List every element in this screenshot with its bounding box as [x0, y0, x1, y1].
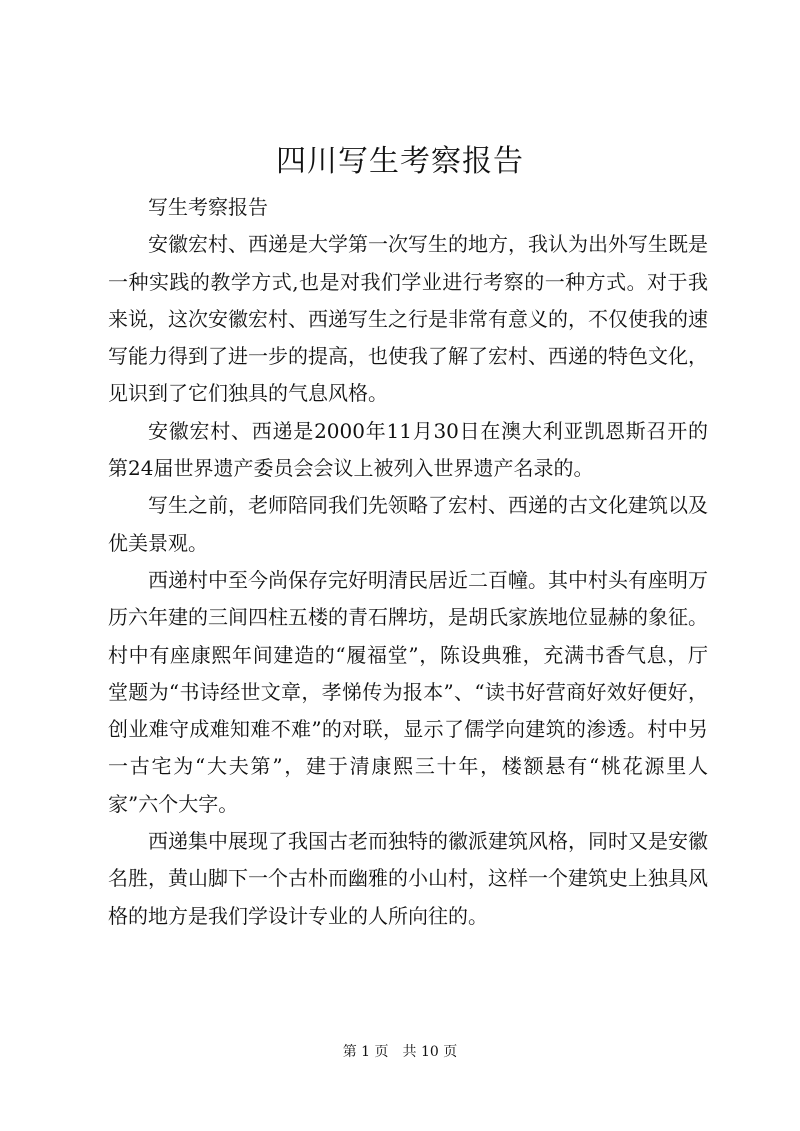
paragraph: 安徽宏村、西递是2000年11月30日在澳大利亚凯恩斯召开的第24届世界遗产委员会会议上被列入世界遗产名录的。 — [108, 418, 708, 481]
page-title: 四川写生考察报告 — [276, 144, 524, 179]
paragraph-subtitle: 写生考察报告 — [148, 195, 268, 219]
page-total: 共 10 页 — [402, 1044, 458, 1060]
paragraph: 安徽宏村、西递是大学第一次写生的地方，我认为出外写生既是一种实践的教学方式,也是对我们学业进行考察的一种方式。对于我来说，这次安徽宏村、西递写生之行是非常有意义的，不仅使我的速写能力得到了进一步的提高，也使我了解了宏村、西递的特色文化，见识到了它们独具的气息风格。 — [108, 232, 708, 406]
page-number: 第 1 页 — [342, 1044, 389, 1060]
paragraph: 西递集中展现了我国古老而独特的徽派建筑风格，同时又是安徽名胜，黄山脚下一个古朴而幽雅的小山村，这样一个建筑史上独具风格的地方是我们学设计专业的人所向往的。 — [108, 829, 708, 928]
paragraph: 写生之前，老师陪同我们先领略了宏村、西递的古文化建筑以及优美景观。 — [108, 493, 708, 555]
paragraph: 西递村中至今尚保存完好明清民居近二百幢。其中村头有座明万历六年建的三间四柱五楼的青石牌坊，是胡氏家族地位显赫的象征。村中有座康熙年间建造的“履福堂”，陈设典雅，充满书香气息，厅堂题为“书诗经世文章，孝悌传为报本”、“读书好营商好效好便好，创业难守成难知难不难”的对联，显示了儒学向建筑的渗透。村中另一古宅为“大夫第”，建于清康熙三十年，楼额悬有“桃花源里人家”六个大字。 — [108, 567, 708, 816]
page-footer — [0, 1042, 800, 1062]
document-body — [108, 189, 708, 935]
